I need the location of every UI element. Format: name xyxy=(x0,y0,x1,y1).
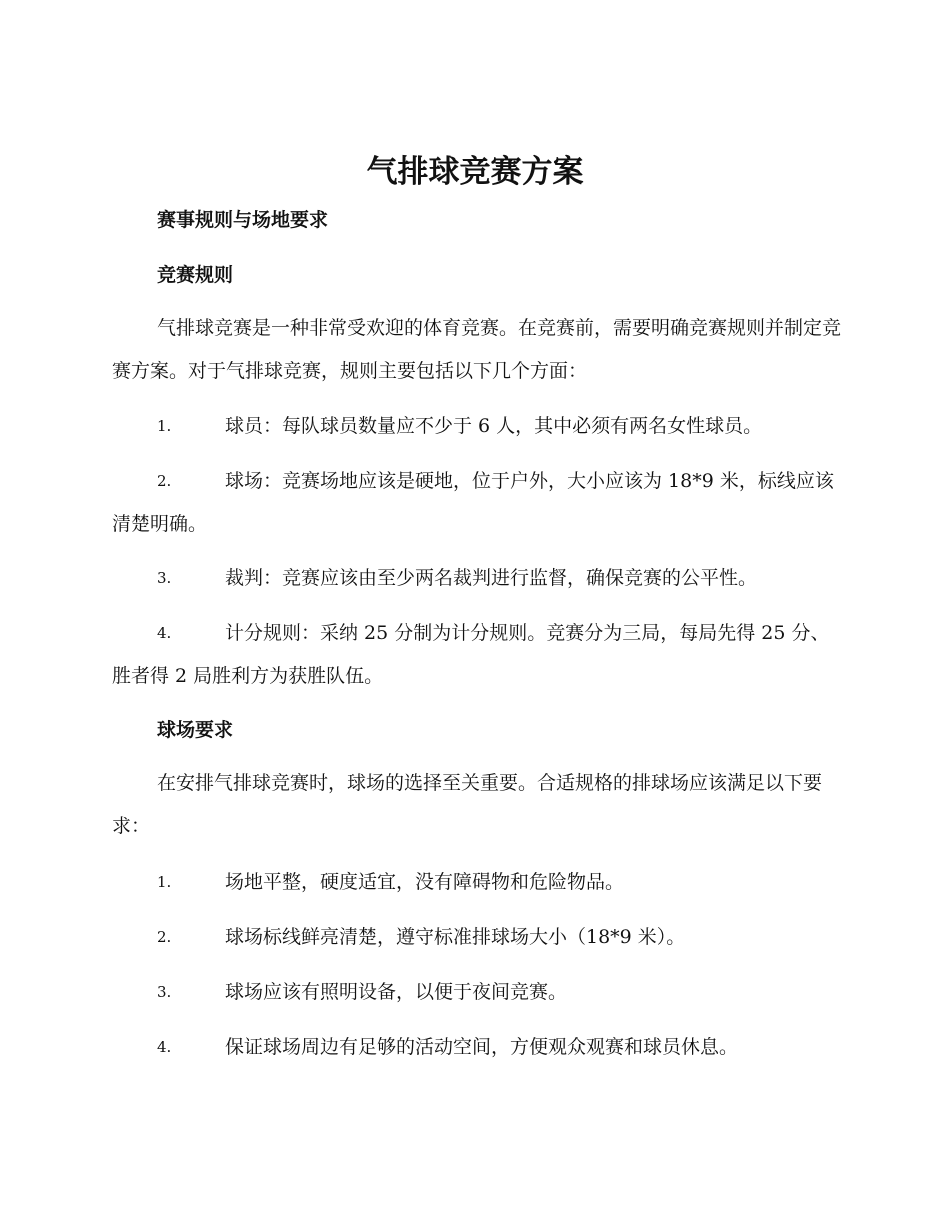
list-number: 3. xyxy=(157,983,172,1001)
list-number: 4. xyxy=(157,1038,172,1056)
list-item-text: 场地平整，硬度适宜，没有障碍物和危险物品。 xyxy=(225,871,625,893)
list-number: 1. xyxy=(157,873,172,891)
rules-intro-paragraph: 气排球竞赛是一种非常受欢迎的体育竞赛。在竞赛前，需要明确竞赛规则并制定竞赛方案。对于气排球竞赛，规则主要包括以下几个方面： xyxy=(112,317,842,382)
court-list-item xyxy=(112,1026,842,1069)
court-list-item xyxy=(112,971,842,1014)
rules-list-item xyxy=(112,612,842,698)
court-heading: 球场要求 xyxy=(157,719,234,741)
list-item-text: 裁判：竞赛应该由至少两名裁判进行监督，确保竞赛的公平性。 xyxy=(225,567,758,589)
rules-list-item xyxy=(112,460,842,546)
court-list-item xyxy=(112,916,842,959)
court-intro-paragraph: 在安排气排球竞赛时，球场的选择至关重要。合适规格的排球场应该满足以下要求： xyxy=(112,772,823,837)
list-number: 1. xyxy=(157,417,172,435)
rules-heading: 竞赛规则 xyxy=(157,264,234,286)
rules-list-item xyxy=(112,557,842,600)
section-heading: 赛事规则与场地要求 xyxy=(157,209,329,231)
list-number: 4. xyxy=(157,624,172,642)
list-item-text: 计分规则：采纳 25 分制为计分规则。竞赛分为三局，每局先得 25 分、胜者得 2 局胜利方为获胜队伍。 xyxy=(112,622,830,687)
list-item-text: 球场标线鲜亮清楚，遵守标准排球场大小（18*9 米）。 xyxy=(225,926,686,948)
list-item-text: 球场：竞赛场地应该是硬地，位于户外，大小应该为 18*9 米，标线应该清楚明确。 xyxy=(112,470,834,535)
list-number: 2. xyxy=(157,472,172,490)
list-item-text: 保证球场周边有足够的活动空间，方便观众观赛和球员休息。 xyxy=(225,1036,739,1058)
rules-list-item xyxy=(112,405,842,448)
list-item-text: 球场应该有照明设备，以便于夜间竞赛。 xyxy=(225,981,568,1003)
list-number: 3. xyxy=(157,569,172,587)
court-list-item xyxy=(112,861,842,904)
list-number: 2. xyxy=(157,928,172,946)
document-title: 气排球竞赛方案 xyxy=(366,154,584,190)
list-item-text: 球员：每队球员数量应不少于 6 人，其中必须有两名女性球员。 xyxy=(225,415,763,437)
